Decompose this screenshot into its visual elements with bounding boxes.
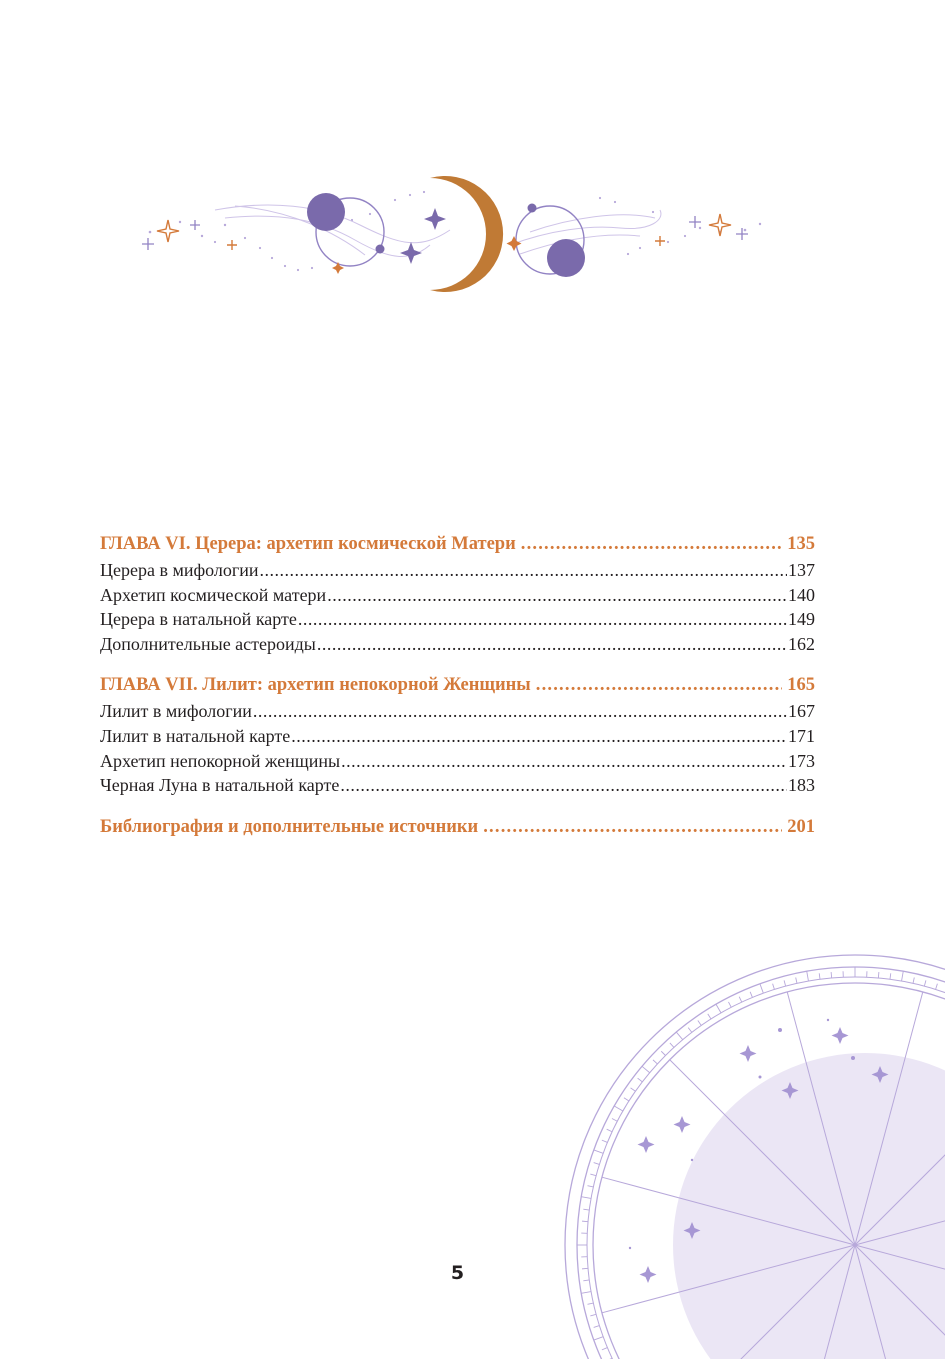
toc-entry-title: Архетип непокорной женщины: [100, 750, 341, 771]
toc-page-number: 135: [787, 534, 815, 554]
toc-entry-title: Архетип космической матери: [100, 584, 327, 605]
toc-chapter-title: Библиография и дополнительные источники: [100, 816, 479, 837]
dot-leader: [260, 558, 787, 583]
toc-entry[interactable]: [100, 773, 815, 798]
dot-leader: [291, 724, 787, 749]
toc-page-number: 183: [788, 775, 815, 796]
toc-page-number: 173: [788, 750, 815, 771]
dot-leader: [340, 773, 787, 798]
toc-section-bibliography: [100, 815, 815, 840]
toc-entry[interactable]: [100, 699, 815, 724]
toc-page-number: 171: [788, 725, 815, 746]
toc-entry[interactable]: [100, 724, 815, 749]
celestial-moon-planets-ornament: [120, 170, 780, 305]
toc-chapter-heading[interactable]: [100, 532, 815, 557]
toc-page-number: 140: [788, 584, 815, 605]
dot-leader: [536, 673, 783, 698]
zodiac-wheel-illustration: [560, 950, 945, 1359]
page-number: 5: [450, 1262, 465, 1284]
toc-entry[interactable]: [100, 607, 815, 632]
toc-entry-title: Церера в натальной карте: [100, 609, 297, 630]
toc-chapter-heading[interactable]: [100, 673, 815, 698]
toc-page-number: 149: [788, 609, 815, 630]
toc-page-number: 137: [788, 560, 815, 580]
dot-leader: [327, 583, 787, 608]
toc-entry[interactable]: [100, 558, 815, 583]
dot-leader: [253, 699, 787, 724]
toc-entry-title: Дополнительные астероиды: [100, 633, 316, 654]
toc-page-number: 162: [788, 633, 815, 654]
toc-page-number: 165: [787, 675, 815, 696]
toc-chapter-title: ГЛАВА VI. Церера: архетип космической Матери: [100, 534, 516, 554]
toc-page-number: 167: [788, 701, 815, 722]
toc-chapter-title: ГЛАВА VII. Лилит: архетип непокорной Женщины: [100, 675, 531, 696]
toc-entry-title: Лилит в мифологии: [100, 701, 252, 722]
toc-section-chapter-7: [100, 673, 815, 797]
toc-entry-title: Церера в мифологии: [100, 560, 259, 580]
dot-leader: [483, 815, 782, 840]
toc-entry[interactable]: [100, 583, 815, 608]
toc-entry-title: Черная Луна в натальной карте: [100, 775, 340, 796]
toc-entry-title: Лилит в натальной карте: [100, 725, 291, 746]
toc-section-chapter-6: [100, 532, 815, 656]
toc-entry[interactable]: [100, 632, 815, 657]
dot-leader: [317, 632, 787, 657]
toc-chapter-heading[interactable]: [100, 815, 815, 840]
dot-leader: [298, 607, 787, 632]
dot-leader: [521, 532, 783, 557]
toc-entry[interactable]: [100, 749, 815, 774]
table-of-contents: [100, 532, 815, 857]
toc-page-number: 201: [787, 816, 815, 837]
dot-leader: [341, 749, 787, 774]
